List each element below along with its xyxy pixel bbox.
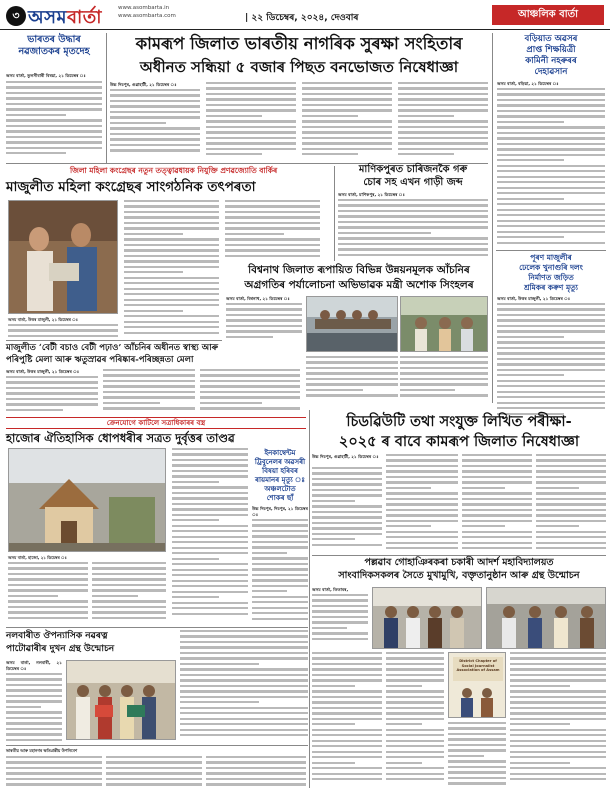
tribunal-headline-3: বিষয়া হৰিবৰ (262, 466, 298, 475)
tribunal-headline-2: ট্ৰিবুনেলৰ অৱসৰী (254, 457, 306, 466)
biswanath-photo-1-graphic (307, 297, 398, 352)
biswanath-dateline: অসম বাৰ্তা, বিশ্বনাথ, ২১ ডিচেম্বৰ ঃ (226, 296, 290, 301)
page-number: ৩ (6, 6, 26, 26)
crane-kicker: ক্ৰেনযোগে কাটিলে সত্ৰাধিকাৰৰ বস্ত্ৰ (106, 419, 206, 427)
majuli-fair-body-col-2 (103, 369, 195, 414)
manikpur-body (338, 199, 488, 259)
crane-headline: হাজোৰ ঐতিহাসিক ধোপধৰীৰ সত্ৰত দুৰ্বৃত্তৰ তাণ্ডৱ (6, 431, 235, 445)
pallab-photo-1-graphic (373, 588, 482, 649)
mahila-photo (8, 200, 118, 314)
pallab-photo-1 (372, 587, 482, 649)
crane-photo-caption: অসম বাৰ্তা, হাজো, ২১ ডিচেম্বৰ ঃ (8, 555, 67, 560)
top-left-headline: ভাৰতৰ উদ্ধাৰ নৱজাতকৰ মৃতদেহ (18, 34, 90, 57)
pallab-photo-2 (486, 587, 606, 649)
majuli-fair-dateline: অসম বাৰ্তা, উত্তৰ মাজুলী, ২১ ডিচেম্বৰ ঃ (6, 369, 80, 374)
right-story-body (497, 303, 605, 423)
tribunal-headline-6: শোকৰ ছাঁ (266, 493, 294, 502)
issue-date: | ২২ ডিচেম্বৰ, ২০২৪, দেওবাৰ (245, 13, 359, 23)
pallab-body-col-1 (312, 594, 368, 644)
pallab-body-col-5 (510, 652, 606, 788)
right-story-headline-1: পূৰণ মাজুলীৰ (530, 253, 572, 262)
chidrbuti-body-col-2 (386, 454, 458, 553)
pallab-dateline: অসম বাৰ্তা, তিতাবৰ, (312, 587, 349, 592)
website-link-2: www.asombarta.com (118, 13, 176, 19)
crane-photo-graphic (9, 449, 166, 552)
biswanath-body-col-1 (226, 303, 302, 343)
chidrbuti-body-col-4 (536, 454, 606, 553)
lead-article-col-2 (206, 82, 296, 160)
tribunal-headline-5: অঞ্চলটোত (264, 484, 296, 493)
masthead (0, 0, 610, 30)
biswanath-photo-1 (306, 296, 398, 352)
right-story-headline-3: নিৰ্মাণত জড়িত (528, 273, 574, 282)
book-headline-2: পাটোৱাৰীৰ দুখন গ্ৰন্থ উন্মোচন (6, 644, 115, 654)
mahila-headline: মাজুলীত মহিলা কংগ্ৰেছৰ সাংগঠনিক তৎপৰতা (6, 179, 256, 195)
manikpur-headline-1: মাণিকপুৰত চাৰিজনকৈ গৰু (358, 164, 468, 175)
right-story-headline-2: ঢেলেক খুনাগুৰি দলং (519, 263, 583, 272)
manikpur-dateline: অসম বাৰ্তা, মাণিকপুৰ, ২১ ডিচেম্বৰ ঃ (338, 192, 405, 197)
section-divider (312, 555, 606, 556)
tribunal-headline-1: ইনকাম্বেন্টম (264, 448, 296, 457)
book-photo (66, 660, 176, 740)
column-divider (492, 33, 493, 403)
top-left-dateline: অসম বাৰ্তা, তুলসীবাৰী বিষয়া, ২১ ডিচেম্বৰ ঃ (6, 73, 86, 78)
lead-article-col-1 (110, 89, 200, 159)
column-divider (309, 410, 310, 788)
tribunal-body (252, 519, 308, 623)
chidrbuti-dateline: উচ্চ দিচপুৰ, গুৱাহাটী, ২১ ডিচেম্বৰ ঃ (312, 454, 379, 459)
mahila-body-col-1 (8, 324, 118, 338)
top-right-headline-1: বড়িয়াত অৱসৰ (524, 34, 578, 44)
bottom-body-col-3 (206, 756, 306, 788)
column-divider (106, 33, 107, 163)
right-story-headline-4: শ্ৰমিকৰ কৰুণ মৃত্যু (524, 283, 578, 292)
majuli-fair-body-col-3 (200, 369, 300, 414)
bottom-body-col-2 (106, 756, 202, 788)
top-right-headline-2: প্ৰাপ্ত শিক্ষয়িত্ৰী (526, 45, 576, 55)
pallab-photo-3 (448, 652, 506, 718)
biswanath-photo-2-graphic (401, 297, 488, 352)
chidrbuti-headline-2: ২০২৫ ৰ বাবে কামৰূপ জিলাত নিষেধাজ্ঞা (338, 433, 580, 450)
lead-article-col-4 (398, 82, 488, 160)
section-label: আঞ্চলিক বাৰ্তা (492, 5, 604, 25)
right-story-dateline: অসম বাৰ্তা, উত্তৰ মাজুলী, ২১ ডিচেম্বৰ ঃ (497, 296, 571, 301)
biswanath-photo-2 (400, 296, 488, 352)
pallab-headline-1: পল্লৱাব গোহাঞিৰকৰা চকাৰী আদৰ্শ মহাবিদ্যালয়ত (364, 557, 554, 568)
majuli-fair-headline-2: পৰিপুষ্টি মেলা আৰু ঋতুস্ৰাৱৰ পৰিষ্কাৰ-পৰিচ্ছন্নতা মেলা (6, 355, 194, 365)
tribunal-dateline: উচ্চ দিচপুৰ, দিচপুৰ, ২১ ডিচেম্বৰ ঃ (252, 506, 308, 517)
lead-dateline: উচ্চ দিচপুৰ, গুৱাহাটী, ২১ ডিচেম্বৰ ঃ (110, 82, 177, 87)
mahila-kicker: জিলা মহিলা কংগ্ৰেছৰ নতুন তত্ত্বাৱধায়ক নিযুক্তি প্ৰণৱজ্যোতি বাৰ্কিৰ (70, 166, 278, 175)
book-body-col-2 (180, 630, 308, 742)
manikpur-headline-2: চোৰ সহ এখন গাড়ী জব্দ (363, 177, 463, 188)
section-divider (6, 745, 308, 746)
section-divider (6, 340, 222, 341)
pallab-photo-2-graphic (487, 588, 606, 649)
top-right-article-body (497, 88, 605, 248)
pallab-photo-banner-text: District Chapter of Social Journalist Association of Assam (456, 659, 500, 673)
website-links (118, 4, 176, 20)
column-divider (334, 166, 335, 261)
mahila-body-col-2 (124, 200, 219, 338)
biswanath-body-col-3 (400, 356, 488, 401)
chidrbuti-body-col-3 (462, 454, 532, 553)
mahila-photo-caption: অসম বাৰ্তা, উত্তৰ মাজুলী, ২১ ডিচেম্বৰ ঃ (8, 317, 78, 322)
crane-body-col-2 (92, 562, 166, 624)
bottom-body-col-1 (6, 756, 102, 788)
tribunal-headline-4: ৰায়মানৰ মৃত্যু ঃ (255, 475, 305, 484)
brand-name-a: অসম (28, 7, 67, 28)
newspaper-logo (28, 3, 102, 34)
book-photo-graphic (67, 661, 176, 740)
pallab-headline-2: সাংবাদিকসকলৰ সৈতে মুখামুখি, বক্তৃতানুষ্ঠান আৰু গ্ৰন্থ উন্মোচন (338, 570, 580, 581)
book-dateline: অসম বাৰ্তা, নলবাৰী, ২১ ডিচেম্বৰ ঃ (6, 660, 62, 671)
biswanath-headline-1: বিশ্বনাথ জিলাত ৰূপায়িত বিভিন্ন উন্নয়নমূলক আঁচনিৰ (248, 264, 470, 276)
lead-headline-line-1: কামৰূপ জিলাত ভাৰতীয় নাগৰিক সুৰক্ষা সংহিতাৰ (135, 34, 463, 53)
book-headline-1: নলবাৰীত ঔপন্যাসিক নৱৰত্ন (6, 631, 108, 641)
majuli-fair-headline-1: মাজুলীত ‘বেটী বচাও বেটী পঢ়াও’ আঁচনিৰ অধীনত স্বাস্থ্য আৰু (6, 343, 219, 353)
crane-photo (8, 448, 166, 552)
crane-body-col-1 (8, 562, 88, 624)
brand-name-b: বাৰ্তা (66, 7, 102, 28)
top-left-article-body (6, 81, 102, 161)
crane-kicker-bar (6, 417, 306, 429)
biswanath-body-col-2 (306, 356, 398, 401)
top-right-headline-4: দেহাৱসান (534, 67, 568, 77)
pallab-body-col-4 (448, 722, 506, 788)
section-divider (6, 627, 308, 628)
biswanath-headline-2: অগ্ৰগতিৰ পৰ্যালোচনা অভিভাৱক মন্ত্ৰী অশোক সিংহলৰ (244, 279, 474, 291)
book-body-col-1 (6, 673, 62, 743)
majuli-fair-body-col-1 (6, 376, 98, 414)
chidrbuti-headline-1: চিডৱিউটি তথা সংযুক্ত লিখিত পৰীক্ষা- (346, 413, 572, 430)
website-link-1: www.asombarta.in (118, 5, 170, 11)
mahila-body-col-3 (225, 200, 320, 260)
top-right-headline-3: কামিনী নহৰুৰৰ (525, 56, 577, 66)
lead-article-col-3 (302, 82, 392, 160)
section-divider (496, 250, 606, 251)
lead-headline-line-2: অধীনত সন্ধিয়া ৫ বজাৰ পিছত বনভোজত নিষেধাজ্ঞা (139, 58, 459, 76)
pallab-body-col-2 (312, 652, 382, 788)
pallab-body-col-3 (386, 652, 444, 788)
crane-body-col-3 (172, 448, 248, 623)
bottom-caption: ভাৰতীয় আৰু মহানগৰ ক্ষতিগ্ৰস্তীয় উপনিবেশ (6, 748, 78, 753)
chidrbuti-body-col-1 (312, 467, 382, 553)
mahila-photo-graphic (9, 201, 118, 314)
top-right-dateline: অসম বাৰ্তা, বড়িয়া, ২১ ডিচেম্বৰ ঃ (497, 81, 559, 86)
